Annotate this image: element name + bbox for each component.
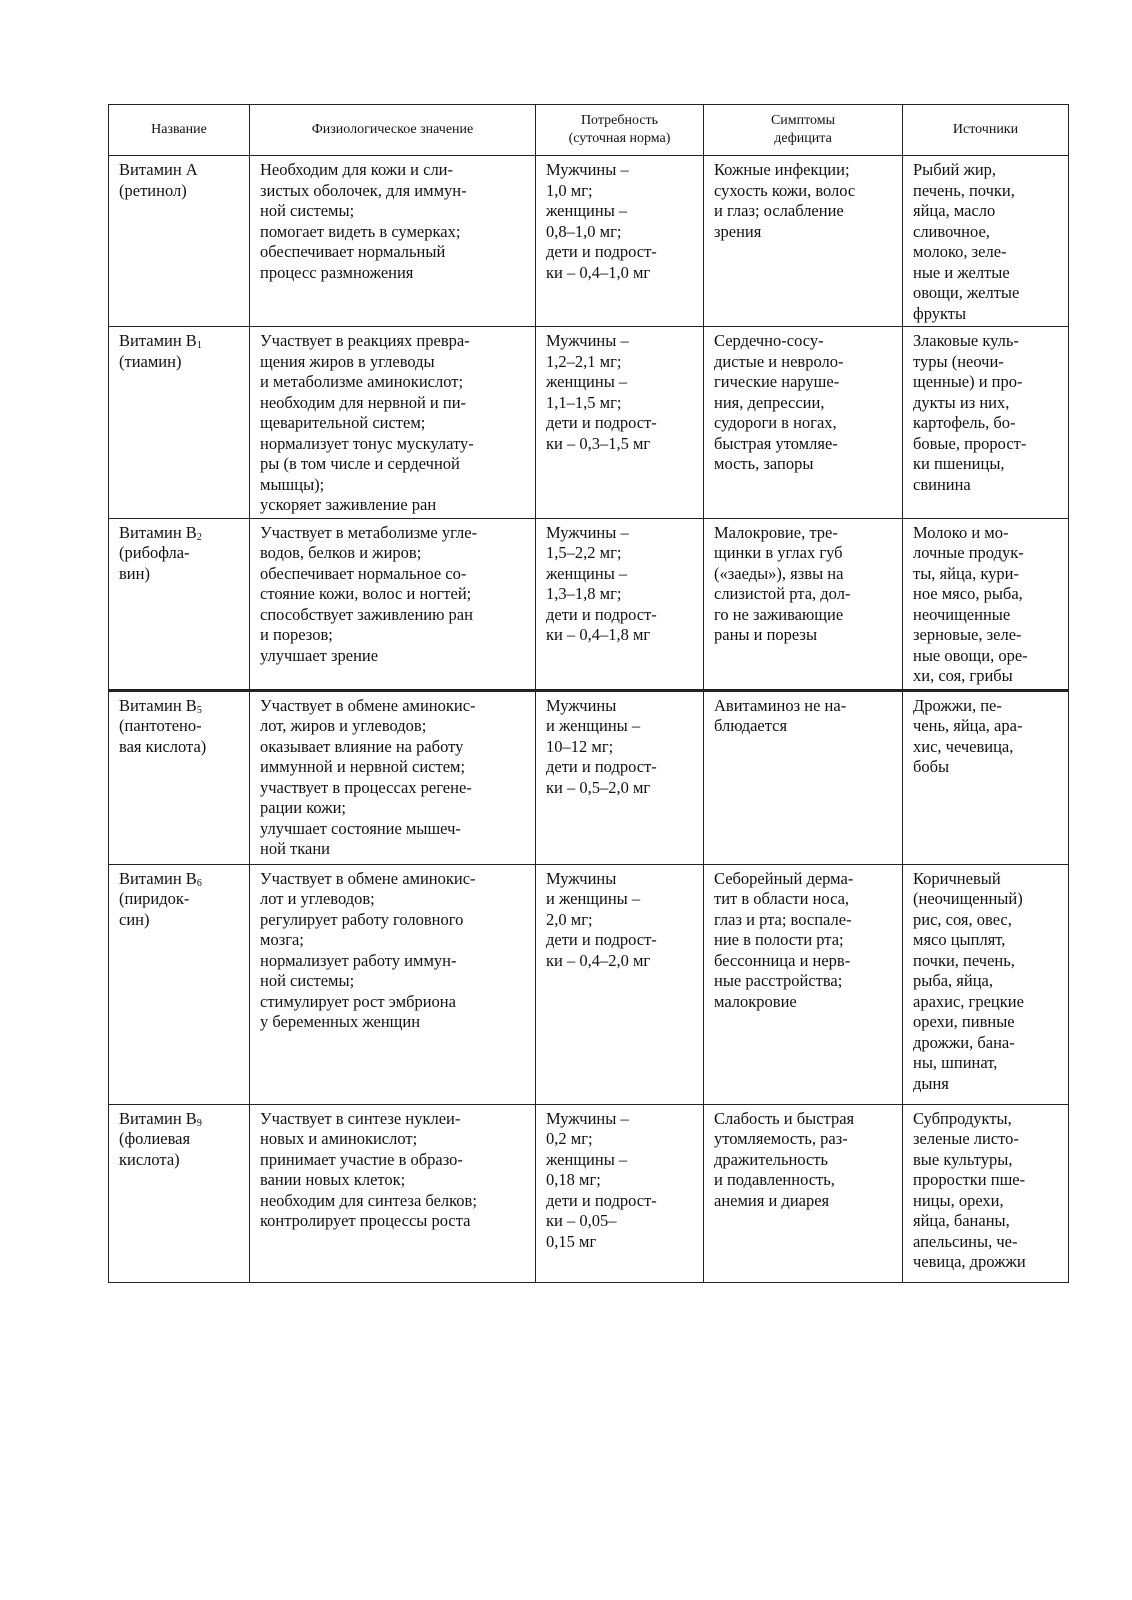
sources-cell: Злаковые куль- туры (неочи- щенные) и про- дукты из них, картофель, бо- бовые, пророст- ки пшеницы, свинина: [903, 327, 1069, 519]
function-cell: Участвует в метаболизме угле- водов, белков и жиров; обеспечивает нормальное со- стояние кожи, волос и ногтей; способствует заживлению ран и порезов; улучшает зрение: [250, 518, 536, 690]
header-sources: Источники: [903, 105, 1069, 156]
need-cell: Мужчины – 1,5–2,2 мг; женщины – 1,3–1,8 мг; дети и подрост- ки – 0,4–1,8 мг: [536, 518, 704, 690]
vitamin-chemical-name: (пантотено- вая кислота): [119, 716, 207, 756]
vitamin-name: Витамин В: [119, 695, 197, 715]
vitamin-name-cell: [109, 327, 250, 519]
vitamin-subscript: 5: [196, 704, 202, 716]
function-cell: Необходим для кожи и сли- зистых оболочек, для иммун- ной системы; помогает видеть в сумерках; обеспечивает нормальный процесс размножения: [250, 156, 536, 327]
vitamin-chemical-name: (тиамин): [119, 351, 182, 371]
function-cell: Участвует в реакциях превра- щения жиров в углеводы и метаболизме аминокислот; необходим для нервной и пи- щеварительной систем; нормализует тонус мускулату- ры (в том числе и сердечной мышцы); ускоряет заживление ран: [250, 327, 536, 519]
table-row: [109, 690, 1069, 864]
sources-cell: Дрожжи, пе- чень, яйца, ара- хис, чечевица, бобы: [903, 690, 1069, 864]
table-header-row: [109, 105, 1069, 156]
sources-cell: Рыбий жир, печень, почки, яйца, масло сливочное, молоко, зеле- ные и желтые овощи, желтые фрукты: [903, 156, 1069, 327]
table-row: [109, 1104, 1069, 1282]
vitamin-name: Витамин В: [119, 868, 197, 888]
sources-cell: Молоко и мо- лочные продук- ты, яйца, кури- ное мясо, рыба, неочищенные зерновые, зеле- ные овощи, оре- хи, соя, грибы: [903, 518, 1069, 690]
header-name: Название: [109, 105, 250, 156]
vitamin-chemical-name: (пиридок- син): [119, 889, 190, 929]
vitamin-name-cell: [109, 156, 250, 327]
symptoms-cell: Слабость и быстрая утомляемость, раз- дражительность и подавленность, анемия и диарея: [704, 1104, 903, 1282]
need-cell: Мужчины и женщины – 10–12 мг; дети и подрост- ки – 0,5–2,0 мг: [536, 690, 704, 864]
vitamin-name: Витамин А (ретинол): [119, 160, 198, 200]
symptoms-cell: Себорейный дерма- тит в области носа, глаз и рта; воспале- ние в полости рта; бессонница и нерв- ные расстройства; малокровие: [704, 864, 903, 1104]
vitamin-name: Витамин В: [119, 1108, 197, 1128]
vitamin-chemical-name: (фолиевая кислота): [119, 1129, 191, 1169]
vitamin-name: Витамин В: [119, 522, 197, 542]
vitamin-name: Витамин В: [119, 331, 197, 350]
function-cell: Участвует в обмене аминокис- лот и углеводов; регулирует работу головного мозга; нормализует работу иммун- ной системы; стимулирует рост эмбриона у беременных женщин: [250, 864, 536, 1104]
vitamin-name-cell: [109, 864, 250, 1104]
symptoms-cell: Малокровие, тре- щинки в углах губ («заеды»), язвы на слизистой рта, дол- го не заживающие раны и порезы: [704, 518, 903, 690]
need-cell: Мужчины – 1,0 мг; женщины – 0,8–1,0 мг; дети и подрост- ки – 0,4–1,0 мг: [536, 156, 704, 327]
need-cell: Мужчины и женщины – 2,0 мг; дети и подрост- ки – 0,4–2,0 мг: [536, 864, 704, 1104]
symptoms-cell: Кожные инфекции; сухость кожи, волос и глаз; ослабление зрения: [704, 156, 903, 327]
vitamin-chemical-name: (рибофла- вин): [119, 543, 190, 583]
header-function: Физиологическое значение: [250, 105, 536, 156]
need-cell: Мужчины – 0,2 мг; женщины – 0,18 мг; дети и подрост- ки – 0,05– 0,15 мг: [536, 1104, 704, 1282]
symptoms-cell: Авитаминоз не на- блюдается: [704, 690, 903, 864]
sources-cell: Субпродукты, зеленые листо- вые культуры, проростки пше- ницы, орехи, яйца, бананы, апельсины, че- чевица, дрожжи: [903, 1104, 1069, 1282]
table-row: [109, 864, 1069, 1104]
header-need: Потребность (суточная норма): [536, 105, 704, 156]
sources-cell: Коричневый (неочищенный) рис, соя, овес, мясо цыплят, почки, печень, рыба, яйца, арахис, грецкие орехи, пивные дрожжи, бана- ны, шпинат, дыня: [903, 864, 1069, 1104]
table-row: [109, 327, 1069, 519]
vitamin-subscript: 2: [196, 531, 202, 543]
function-cell: Участвует в синтезе нуклеи- новых и аминокислот; принимает участие в образо- вании новых клеток; необходим для синтеза белков; контролирует процессы роста: [250, 1104, 536, 1282]
vitamin-name-cell: [109, 690, 250, 864]
vitamin-name-cell: [109, 518, 250, 690]
vitamin-subscript: 9: [196, 1117, 202, 1129]
table-row: [109, 518, 1069, 690]
table-row: [109, 156, 1069, 327]
vitamin-table: [108, 104, 1069, 1283]
need-cell: Мужчины – 1,2–2,1 мг; женщины – 1,1–1,5 мг; дети и подрост- ки – 0,3–1,5 мг: [536, 327, 704, 519]
vitamin-subscript: 6: [196, 877, 202, 889]
symptoms-cell: Сердечно-сосу- дистые и невроло- гические наруше- ния, депрессии, судороги в ногах, быстрая утомляе- мость, запоры: [704, 327, 903, 519]
vitamin-name-cell: [109, 1104, 250, 1282]
vitamin-subscript: 1: [196, 340, 202, 351]
header-symptoms: Симптомы дефицита: [704, 105, 903, 156]
function-cell: Участвует в обмене аминокис- лот, жиров и углеводов; оказывает влияние на работу иммунной и нервной систем; участвует в процессах регене- рации кожи; улучшает состояние мышеч- ной ткани: [250, 690, 536, 864]
